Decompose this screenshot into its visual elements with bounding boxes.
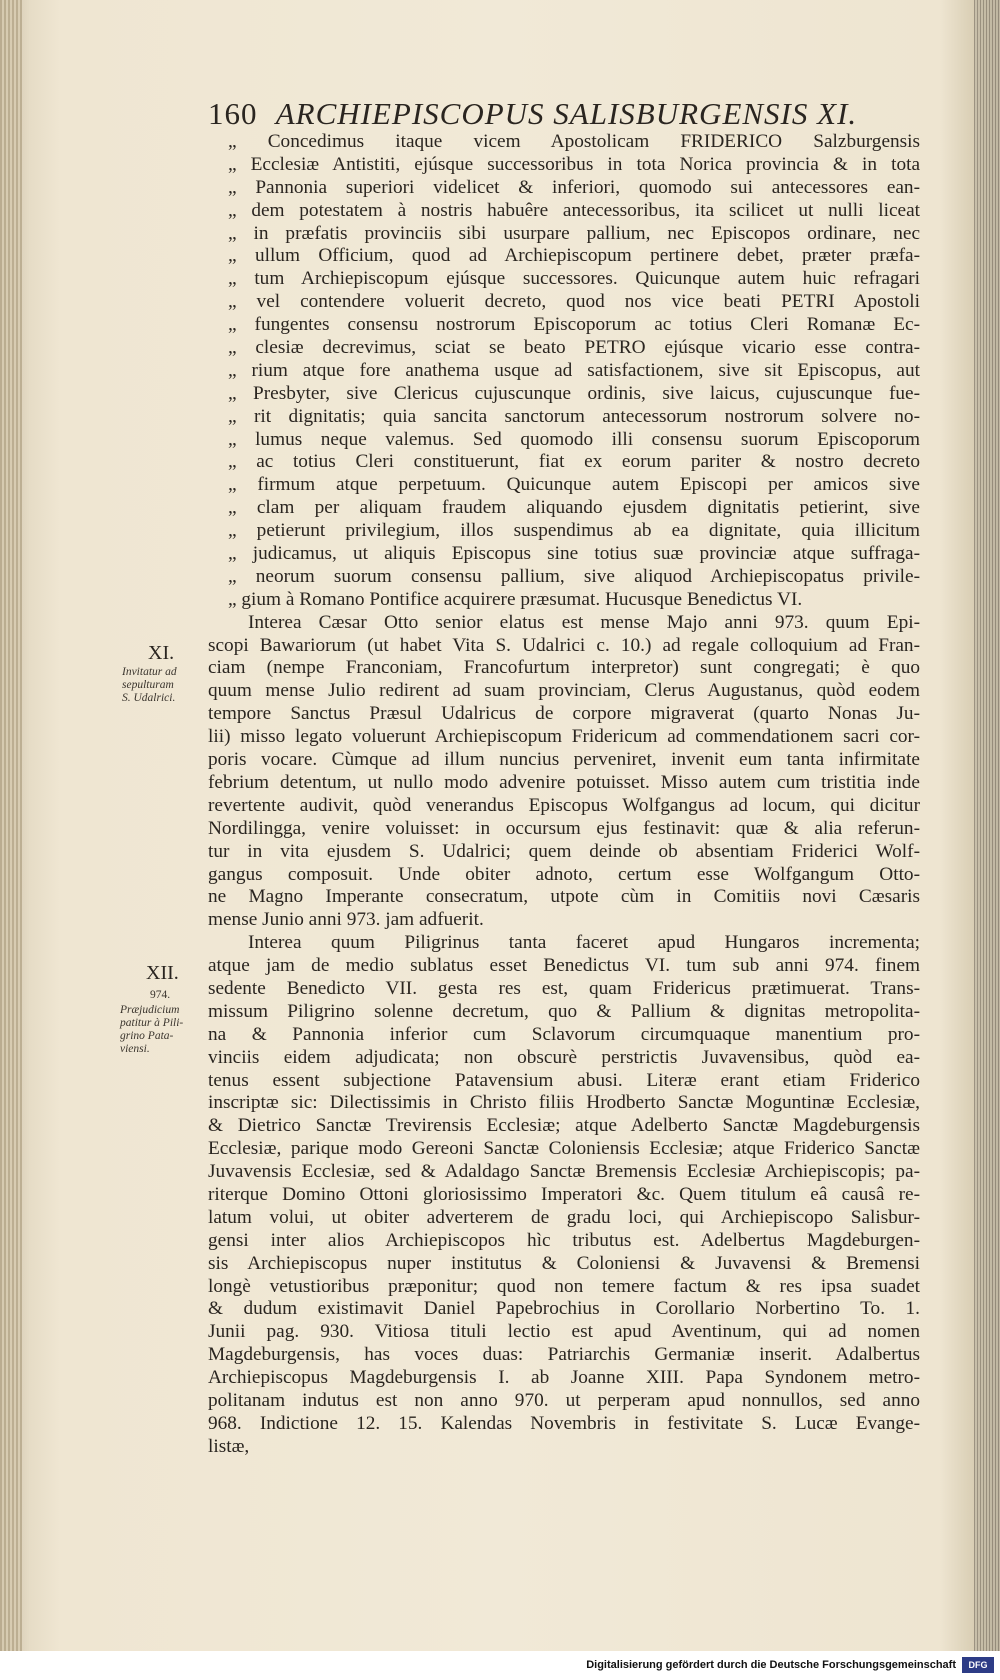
text-line: Juvavensis Ecclesiæ, sed & Adaldago Sanctæ Bremensis Ecclesiæ Archiepiscopis; pa-: [208, 1161, 920, 1183]
text-line: „ gium à Romano Pontifice acquirere præsumat. Hucusque Benedictus VI.: [228, 588, 803, 610]
text-line: sis Archiepiscopus nuper institutus & Coloniensi & Juvavensi & Bremensi: [208, 1252, 920, 1274]
text-line: latum volui, ut obiter adverterem de gradu loci, qui Archiepiscopo Salisbur-: [208, 1206, 920, 1228]
text-line: longè vetustioribus præponitur; quod non temere factum & res ipsa suadet: [208, 1275, 920, 1297]
text-line: Nordilingga, venire voluisset: in occursum ejus festinavit: quæ & alia referun-: [208, 817, 920, 839]
text-line: listæ,: [208, 1435, 250, 1457]
text-line: atque jam de medio sublatus esset Benedictus VI. tum sub anni 974. finem: [208, 955, 920, 977]
margin-note-xii: [120, 1004, 200, 1056]
text-line: tenus essent subjectione Patavensium abusi. Literæ erant etiam Friderico: [208, 1069, 920, 1091]
text-line: „ rium atque fore anathema usque ad satisfactionem, sive sit Episcopus, aut: [228, 359, 920, 381]
text-line: politanam indutus est non anno 970. ut perperam apud nonnullos, sed anno: [208, 1389, 920, 1411]
text-line: „ Ecclesiæ Antistiti, ejúsque successoribus in tota Norica provincia & in tota: [228, 153, 920, 175]
page-number: 160: [208, 96, 258, 131]
text-line: inscriptæ sic: Dilectissimis in Christo filiis Hrodberto Sanctæ Moguntinæ Ecclesiæ,: [208, 1092, 920, 1114]
text-line: & dudum existimavit Daniel Papebrochius in Corollario Norbertino To. 1.: [208, 1298, 920, 1320]
page-edges: [974, 0, 1000, 1651]
margin-note-xi: [122, 666, 202, 705]
section-number-xii: XII.: [146, 962, 179, 984]
margin-note-line: viensi.: [120, 1043, 150, 1055]
text-line: na & Pannonia inferior cum Sclavorum circumquaque manentium pro-: [208, 1023, 920, 1045]
text-line: „ petierunt privilegium, illos suspendimus ab ea dignitate, quia illicitum: [228, 520, 920, 542]
text-line: „ vel contendere voluerit decreto, quod nos vice beati PETRI Apostoli: [228, 291, 920, 313]
text-line: mense Junio anni 973. jam adfuerit.: [208, 909, 484, 931]
text-line: „ judicamus, ut aliquis Episcopus sine totius suæ provinciæ atque suffraga-: [228, 543, 920, 565]
section-number-xi: XI.: [148, 642, 175, 664]
text-line: & Dietrico Sanctæ Trevirensis Ecclesiæ; atque Adelberto Sanctæ Magdeburgensis: [208, 1115, 920, 1137]
text-line: scopi Bawariorum (ut habet Vita S. Udalrici c. 10.) ad regale colloquium ad Fran-: [208, 634, 920, 656]
text-line: Magdeburgensis, has voces duas: Patriarchis Germaniæ inserit. Adalbertus: [208, 1344, 920, 1366]
text-line: „ fungentes consensu nostrorum Episcoporum ac totius Cleri Romanæ Ec-: [228, 314, 920, 336]
text-line: „ ac totius Cleri constituerunt, fiat ex eorum pariter & nostro decreto: [228, 451, 920, 473]
text-line: lii) misso legato voluerunt Archiepiscopum Fridericum ad commendationem sacri cor-: [208, 726, 920, 748]
margin-note-line: Invitatur ad: [122, 666, 177, 678]
text-line: febrium detentum, ut nullo modo advenire potuisset. Misso autem cum tristitia inde: [208, 771, 920, 793]
text-line: „ clesiæ decrevimus, sciat se beato PETRO ejúsque vicario esse contra-: [228, 337, 920, 359]
margin-year-974: 974.: [150, 989, 171, 1001]
book-binding: [0, 0, 22, 1651]
text-line: „ tum Archiepiscopum ejúsque successores. Quicunque autem huic refragari: [228, 268, 920, 290]
text-line: sedente Benedicto VII. gesta res est, quam Fridericus prætimuerat. Trans-: [208, 977, 920, 999]
text-line: ne Magno Imperante consecratum, utpote cùm in Comitiis novi Cæsaris: [208, 886, 920, 908]
text-line: „ neorum suorum consensu pallium, sive aliquod Archiepiscopatus privile-: [228, 565, 920, 587]
text-line: „ dem potestatem à nostris habuêre antecessoribus, ita scilicet ut nulli liceat: [228, 199, 920, 221]
margin-note-line: S. Udalrici.: [122, 692, 176, 704]
text-line: revertente audivit, quòd venerandus Episcopus Wolfgangus ad locum, qui dicitur: [208, 794, 920, 816]
text-line: gangus composuit. Unde obiter adnoto, certum esse Wolfgangum Otto-: [208, 863, 920, 885]
footer-credit: Digitalisierung gefördert durch die Deutsche Forschungsgemeinschaft: [586, 1659, 956, 1671]
text-line: tur in vita ejusdem S. Udalrici; quem deinde ob absentiam Friderici Wolf-: [208, 840, 920, 862]
text-line: quum mense Julio redirent ad suam provinciam, Clerus Augustanus, quòd eodem: [208, 680, 920, 702]
text-line: „ in præfatis provinciis sibi usurpare pallium, nec Episcopos ordinare, nec: [228, 222, 920, 244]
text-line: riterque Domino Ottoni gloriosissimo Imperatori &c. Quem titulum eâ causâ re-: [208, 1183, 920, 1205]
text-line: „ Pannonia superiori videlicet & inferiori, quomodo sui antecessores ean-: [228, 176, 920, 198]
text-line: Junii pag. 930. Vitiosa tituli lectio est apud Aventinum, qui ad nomen: [208, 1321, 920, 1343]
text-line: ciam (nempe Franconiam, Francofurtum interpretor) sunt congregati; è quo: [208, 657, 920, 679]
text-line: tempore Sanctus Præsul Udalricus de corpore migraverat (quarto Nonas Ju-: [208, 703, 920, 725]
text-line: vinciis eidem adjudicata; non obscurè perstrictis Juvavensibus, quòd ea-: [208, 1046, 920, 1068]
margin-note-line: grino Pata-: [120, 1030, 174, 1042]
text-line: Interea quum Piligrinus tanta faceret apud Hungaros incrementa;: [248, 932, 920, 954]
dfg-logo: DFG: [962, 1657, 994, 1673]
text-line: „ rit dignitatis; quia sancita sanctorum antecessorum nostrorum solvere no-: [228, 405, 920, 427]
text-line: 968. Indictione 12. 15. Kalendas Novembris in festivitate S. Lucæ Evange-: [208, 1412, 920, 1434]
body-text: [208, 131, 920, 1459]
text-line: poris vocare. Cùmque ad illum nuncius perveniret, invenit eum tanta infirmitate: [208, 749, 920, 771]
margin-note-line: Præjudicium: [120, 1004, 180, 1016]
text-line: missum Piligrino solenne decretum, quo & Pallium & dignitas metropolita-: [208, 1000, 920, 1022]
text-line: „ ullum Officium, quod ad Archiepiscopum pertinere debet, præter præfa-: [228, 245, 920, 267]
page-header: [208, 96, 868, 132]
margin-note-line: patitur à Pili-: [120, 1017, 184, 1029]
text-line: „ lumus neque valemus. Sed quomodo illi consensu suorum Episcoporum: [228, 428, 920, 450]
running-title: ARCHIEPISCOPUS SALISBURGENSIS XI.: [275, 96, 858, 131]
text-line: „ Presbyter, sive Clericus cujuscunque ordinis, sive laicus, cujuscunque fue-: [228, 382, 920, 404]
text-line: gensi inter alios Archiepiscopos hìc tributus est. Adelbertus Magdeburgen-: [208, 1229, 920, 1251]
footer-bar: [0, 1651, 1000, 1680]
text-line: „ clam per aliquam fraudem aliquando ejusdem dignitatis petierint, sive: [228, 497, 920, 519]
text-line: „ Concedimus itaque vicem Apostolicam FRIDERICO Salzburgensis: [228, 131, 920, 152]
text-line: Interea Cæsar Otto senior elatus est mense Majo anni 973. quum Epi-: [248, 611, 920, 633]
margin-note-line: sepulturam: [122, 679, 174, 691]
text-line: „ firmum atque perpetuum. Quicunque autem Episcopi per amicos sive: [228, 474, 920, 496]
text-line: Archiepiscopus Magdeburgensis I. ab Joanne XIII. Papa Syndonem metro-: [208, 1367, 920, 1389]
text-line: Ecclesiæ, parique modo Gereoni Sanctæ Coloniensis Ecclesiæ; atque Friderico Sanctæ: [208, 1138, 920, 1160]
